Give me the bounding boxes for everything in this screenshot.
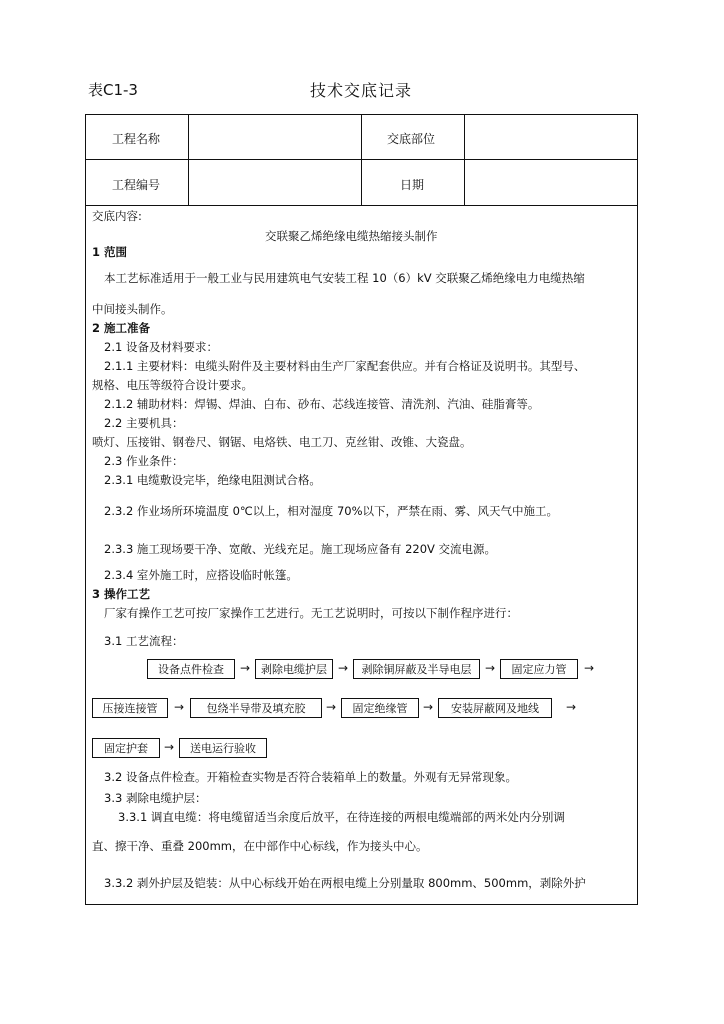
paragraph-line: 3.3.1 调直电缆：将电缆留适当余度后放平，在待连接的两根电缆端部的两米处内分别调 xyxy=(118,810,565,824)
paragraph-line: 中间接头制作。 xyxy=(92,302,173,316)
date-label: 日期 xyxy=(400,178,425,192)
table-col-divider xyxy=(361,114,362,205)
paragraph-line: 2.3.4 室外施工时，应搭设临时帐篷。 xyxy=(104,568,298,582)
section-heading: 2 施工准备 xyxy=(92,321,151,335)
table-col-divider xyxy=(188,114,189,205)
flow-step: 送电运行验收 xyxy=(179,738,267,758)
project-name-label: 工程名称 xyxy=(112,132,161,146)
flow-step: 设备点件检查 xyxy=(147,659,235,679)
page-title: 技术交底记录 xyxy=(310,81,413,100)
arrow-icon: → xyxy=(566,700,577,714)
paragraph-line: 喷灯、压接钳、钢卷尺、钢锯、电烙铁、电工刀、克丝钳、改锥、大瓷盘。 xyxy=(92,435,472,449)
flow-step: 剥除铜屏蔽及半导电层 xyxy=(353,659,480,679)
arrow-icon: → xyxy=(423,700,434,714)
paragraph-line: 2.1 设备及材料要求： xyxy=(104,340,218,354)
paragraph-line: 2.3 作业条件： xyxy=(104,454,184,468)
arrow-icon: → xyxy=(485,661,496,675)
arrow-icon: → xyxy=(174,700,185,714)
arrow-icon: → xyxy=(338,661,349,675)
arrow-icon: → xyxy=(164,740,175,754)
flow-step: 固定应力管 xyxy=(500,659,578,679)
paragraph-line: 规格、电压等级符合设计要求。 xyxy=(92,378,253,392)
paragraph-line: 2.3.2 作业场所环境温度 0℃以上，相对湿度 70%以下，严禁在雨、雾、风天气中施工。 xyxy=(104,504,559,518)
table-row-divider xyxy=(85,205,638,206)
handover-part-label: 交底部位 xyxy=(387,132,436,146)
flow-step: 固定护套 xyxy=(92,738,160,758)
project-number-label: 工程编号 xyxy=(112,178,161,192)
arrow-icon: → xyxy=(240,661,251,675)
table-col-divider xyxy=(464,114,465,205)
paragraph-line: 本工艺标准适用于一般工业与民用建筑电气安装工程 10（6）kV 交联聚乙烯绝缘电力电缆热缩 xyxy=(104,271,585,285)
paragraph-line: 3.1 工艺流程： xyxy=(104,634,184,648)
arrow-icon: → xyxy=(584,661,595,675)
content-label: 交底内容: xyxy=(92,209,142,223)
paragraph-line: 3.3 剥除电缆护层： xyxy=(104,791,207,805)
paragraph-line: 厂家有操作工艺可按厂家操作工艺进行。无工艺说明时，可按以下制作程序进行： xyxy=(104,606,518,620)
paragraph-line: 2.2 主要机具： xyxy=(104,416,184,430)
section-heading: 3 操作工艺 xyxy=(92,587,151,601)
document-title: 交联聚乙烯绝缘电缆热缩接头制作 xyxy=(265,229,438,243)
flow-step: 安装屏蔽网及地线 xyxy=(438,698,552,718)
flow-step: 剥除电缆护层 xyxy=(255,659,333,679)
paragraph-line: 2.1.2 辅助材料：焊锡、焊油、白布、砂布、芯线连接管、清洗剂、汽油、硅脂膏等。 xyxy=(104,397,540,411)
paragraph-line: 3.2 设备点件检查。开箱检查实物是否符合装箱单上的数量。外观有无异常现象。 xyxy=(104,770,517,784)
paragraph-line: 直、擦干净、重叠 200mm，在中部作中心标线，作为接头中心。 xyxy=(92,839,428,853)
flow-step: 包绕半导带及填充胶 xyxy=(190,698,322,718)
flow-step: 压接连接管 xyxy=(92,698,168,718)
arrow-icon: → xyxy=(326,700,337,714)
form-number: 表C1-3 xyxy=(88,81,138,99)
paragraph-line: 3.3.2 剥外护层及铠装：从中心标线开始在两根电缆上分别量取 800mm、500mm，剥除外护 xyxy=(104,876,586,890)
paragraph-line: 2.3.1 电缆敷设完毕，绝缘电阻测试合格。 xyxy=(104,473,321,487)
flow-step: 固定绝缘管 xyxy=(341,698,419,718)
section-heading: 1 范围 xyxy=(92,245,128,259)
paragraph-line: 2.3.3 施工现场要干净、宽敞、光线充足。施工现场应备有 220V 交流电源。 xyxy=(104,542,497,556)
paragraph-line: 2.1.1 主要材料：电缆头附件及主要材料由生产厂家配套供应。并有合格证及说明书。其型号、 xyxy=(104,359,586,373)
